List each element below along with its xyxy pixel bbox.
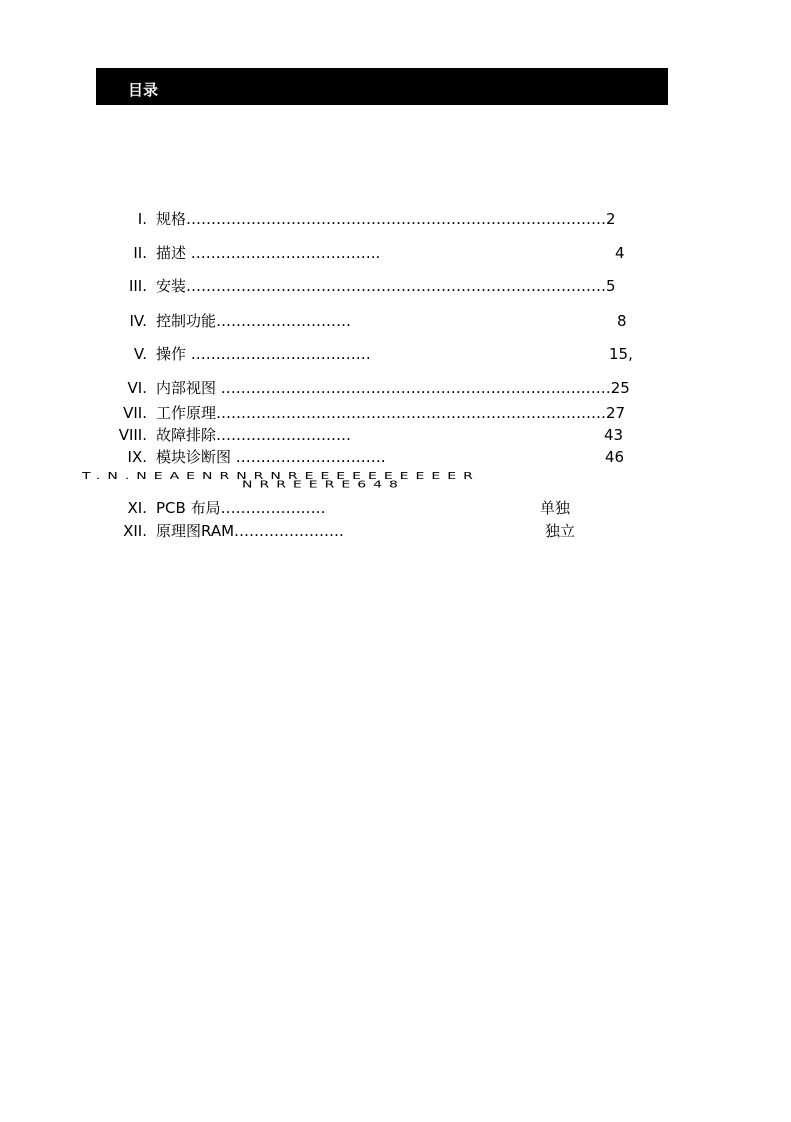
toc-entry-number: VIII. xyxy=(118,426,147,444)
garbled-text-line: NRREERE648 xyxy=(242,479,405,489)
toc-entry-9 xyxy=(0,446,791,468)
toc-entry-page: 43 xyxy=(604,426,624,444)
toc-entry-7 xyxy=(0,402,791,424)
page-title: 目录 xyxy=(128,81,159,99)
toc-entry-title: 原理图RAM…………………. xyxy=(156,522,344,540)
toc-entry-4 xyxy=(0,310,791,332)
toc-entry-title: 模块诊断图 ………………………… xyxy=(156,448,386,466)
toc-entry-page: 4 xyxy=(615,244,625,262)
toc-entry-page: 单独 xyxy=(540,499,571,517)
toc-entry-title: 操作 ……………………………… xyxy=(156,345,371,363)
garbled-text-block xyxy=(82,472,714,489)
toc-entry-title: PCB 布局………………… xyxy=(156,499,326,517)
toc-entry-number: VII. xyxy=(123,404,147,422)
toc-entry-11 xyxy=(0,497,791,519)
toc-entry-page: 15, xyxy=(609,345,633,363)
toc-entry-number: XII. xyxy=(123,522,147,540)
toc-entry-title: 控制功能……………………… xyxy=(156,312,352,330)
garbled-text-line: T.N.NEAENRNRNREEEEEEEEEER xyxy=(82,472,480,482)
toc-entry-page: 独立 xyxy=(545,522,576,540)
toc-entry-number: VI. xyxy=(127,379,147,397)
toc-entry-number: III. xyxy=(128,277,147,295)
toc-entry-title: 描述 ……………………………….. xyxy=(156,244,381,262)
toc-entry-title: 安装…………………………………………………………………………5 xyxy=(156,277,616,295)
toc-entry-6 xyxy=(0,377,791,399)
toc-entry-number: IX. xyxy=(127,448,147,466)
toc-entry-title: 工作原理……………………………………………………………………27 xyxy=(156,404,626,422)
toc-entry-5 xyxy=(0,343,791,365)
toc-entry-title: 故障排除……………………… xyxy=(156,426,352,444)
toc-entry-1 xyxy=(0,208,791,230)
toc-entry-2 xyxy=(0,242,791,264)
toc-entry-number: II. xyxy=(133,244,147,262)
toc-entry-3 xyxy=(0,275,791,297)
toc-entry-title: 内部视图 ……………………………………………………………………25 xyxy=(156,379,630,397)
toc-entry-number: XI. xyxy=(127,499,147,517)
toc-entry-number: IV. xyxy=(129,312,147,330)
toc-entry-page: 8 xyxy=(617,312,627,330)
toc-entry-number: I. xyxy=(137,210,147,228)
toc-entry-12 xyxy=(0,520,791,542)
toc-entry-number: V. xyxy=(133,345,147,363)
toc-entry-8 xyxy=(0,424,791,446)
toc-entry-title: 规格…………………………………………………………………………2 xyxy=(156,210,616,228)
toc-entry-page: 46 xyxy=(605,448,625,466)
